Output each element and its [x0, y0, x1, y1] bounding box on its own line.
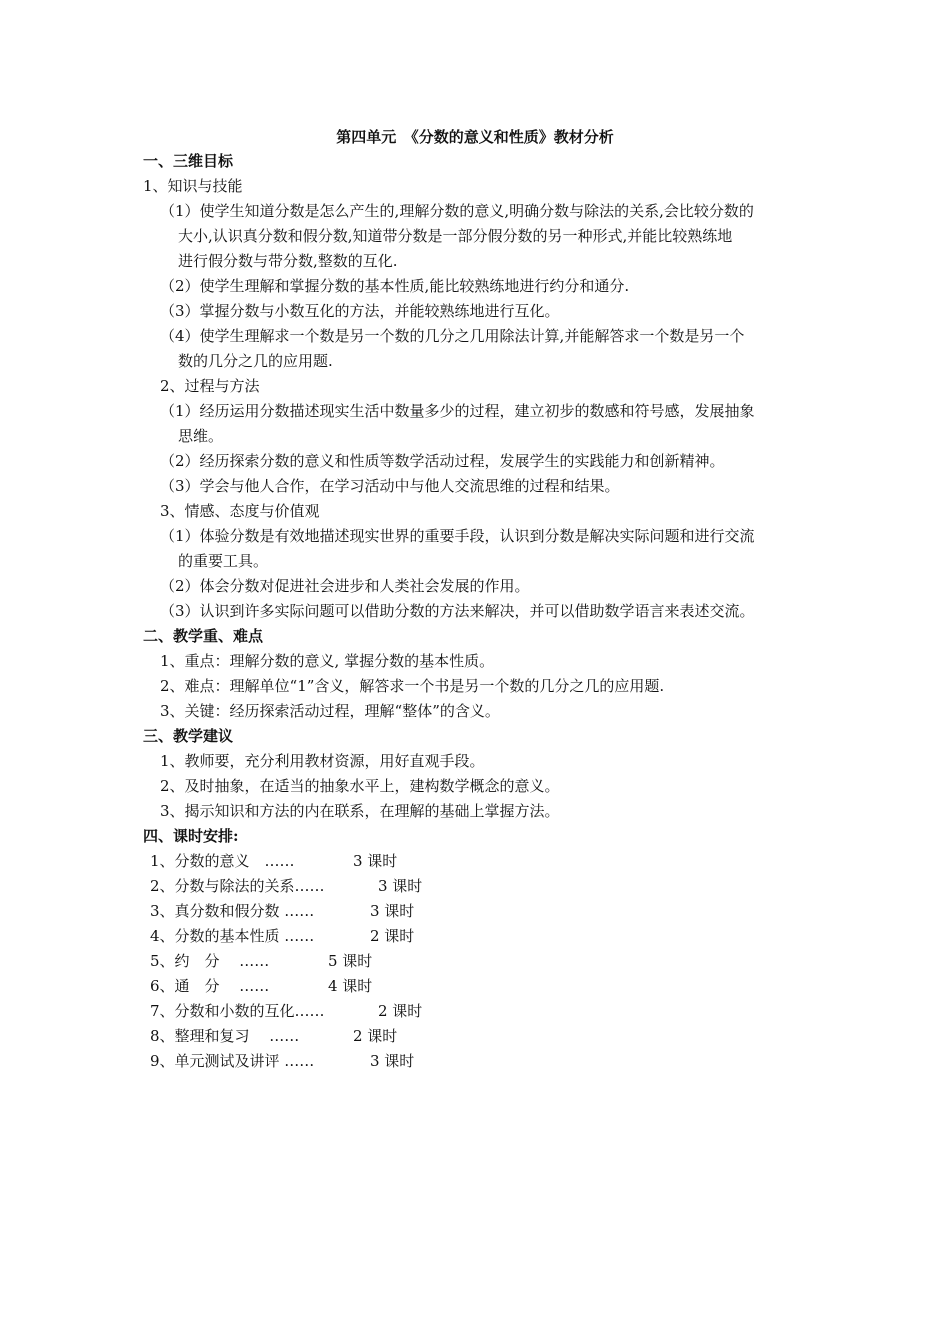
- section4-heading: 四、课时安排:: [143, 827, 239, 845]
- emotion-item-3: （3）认识到许多实际问题可以借助分数的方法来解决，并可以借助数学语言来表述交流。: [160, 602, 755, 620]
- schedule-item-hours: 3 课时: [378, 877, 423, 895]
- schedule-item-name: 6、通 分 ……: [150, 977, 270, 995]
- schedule-item-name: 3、真分数和假分数 ……: [150, 902, 315, 920]
- schedule-item-hours: 3 课时: [370, 1052, 415, 1070]
- schedule-item-name: 9、单元测试及讲评 ……: [150, 1052, 315, 1070]
- key-point-2: 2、难点：理解单位“1”含义，解答求一个书是另一个数的几分之几的应用题.: [160, 677, 665, 695]
- schedule-item-hours: 3 课时: [353, 852, 398, 870]
- knowledge-item-2: （2）使学生理解和掌握分数的基本性质,能比较熟练地进行约分和通分.: [160, 277, 630, 295]
- process-item-2: （2）经历探索分数的意义和性质等数学活动过程，发展学生的实践能力和创新精神。: [160, 452, 725, 470]
- section1-sub2: 2、过程与方法: [160, 377, 260, 395]
- process-item-1-line1: （1）经历运用分数描述现实生活中数量多少的过程，建立初步的数感和符号感，发展抽象: [160, 402, 755, 420]
- knowledge-item-1-line3: 进行假分数与带分数,整数的互化.: [178, 252, 398, 270]
- knowledge-item-4-line2: 数的几分之几的应用题.: [178, 352, 333, 370]
- suggestion-2: 2、及时抽象，在适当的抽象水平上，建构数学概念的意义。: [160, 777, 560, 795]
- knowledge-item-3: （3）掌握分数与小数互化的方法，并能较熟练地进行互化。: [160, 302, 560, 320]
- key-point-1: 1、重点：理解分数的意义, 掌握分数的基本性质。: [160, 652, 495, 670]
- document-title: 第四单元 《分数的意义和性质》教材分析: [336, 128, 614, 146]
- schedule-item-hours: 2 课时: [378, 1002, 423, 1020]
- emotion-item-1-line2: 的重要工具。: [178, 552, 269, 570]
- schedule-item-hours: 5 课时: [328, 952, 373, 970]
- section1-sub1: 1、知识与技能: [143, 177, 243, 195]
- schedule-item-name: 7、分数和小数的互化……: [150, 1002, 325, 1020]
- process-item-1-line2: 思维。: [178, 427, 224, 445]
- schedule-item-name: 2、分数与除法的关系……: [150, 877, 325, 895]
- schedule-item-name: 8、整理和复习 ……: [150, 1027, 300, 1045]
- process-item-3: （3）学会与他人合作，在学习活动中与他人交流思维的过程和结果。: [160, 477, 620, 495]
- schedule-item-hours: 2 课时: [370, 927, 415, 945]
- emotion-item-1-line1: （1）体验分数是有效地描述现实世界的重要手段，认识到分数是解决实际问题和进行交流: [160, 527, 755, 545]
- schedule-item-hours: 3 课时: [370, 902, 415, 920]
- section1-heading: 一、三维目标: [143, 152, 234, 170]
- knowledge-item-1-line2: 大小,认识真分数和假分数,知道带分数是一部分假分数的另一种形式,并能比较熟练地: [178, 227, 733, 245]
- suggestion-3: 3、揭示知识和方法的内在联系，在理解的基础上掌握方法。: [160, 802, 560, 820]
- schedule-item-hours: 4 课时: [328, 977, 373, 995]
- schedule-item-name: 4、分数的基本性质 ……: [150, 927, 315, 945]
- knowledge-item-4-line1: （4）使学生理解求一个数是另一个数的几分之几用除法计算,并能解答求一个数是另一个: [160, 327, 745, 345]
- key-point-3: 3、关键：经历探索活动过程，理解“整体”的含义。: [160, 702, 500, 720]
- suggestion-1: 1、教师要，充分利用教材资源，用好直观手段。: [160, 752, 485, 770]
- section3-heading: 三、教学建议: [143, 727, 234, 745]
- section1-sub3: 3、情感、态度与价值观: [160, 502, 320, 520]
- knowledge-item-1-line1: （1）使学生知道分数是怎么产生的,理解分数的意义,明确分数与除法的关系,会比较分数的: [160, 202, 754, 220]
- emotion-item-2: （2）体会分数对促进社会进步和人类社会发展的作用。: [160, 577, 530, 595]
- schedule-item-name: 5、约 分 ……: [150, 952, 270, 970]
- section2-heading: 二、教学重、难点: [143, 627, 264, 645]
- schedule-item-hours: 2 课时: [353, 1027, 398, 1045]
- schedule-item-name: 1、分数的意义 ……: [150, 852, 295, 870]
